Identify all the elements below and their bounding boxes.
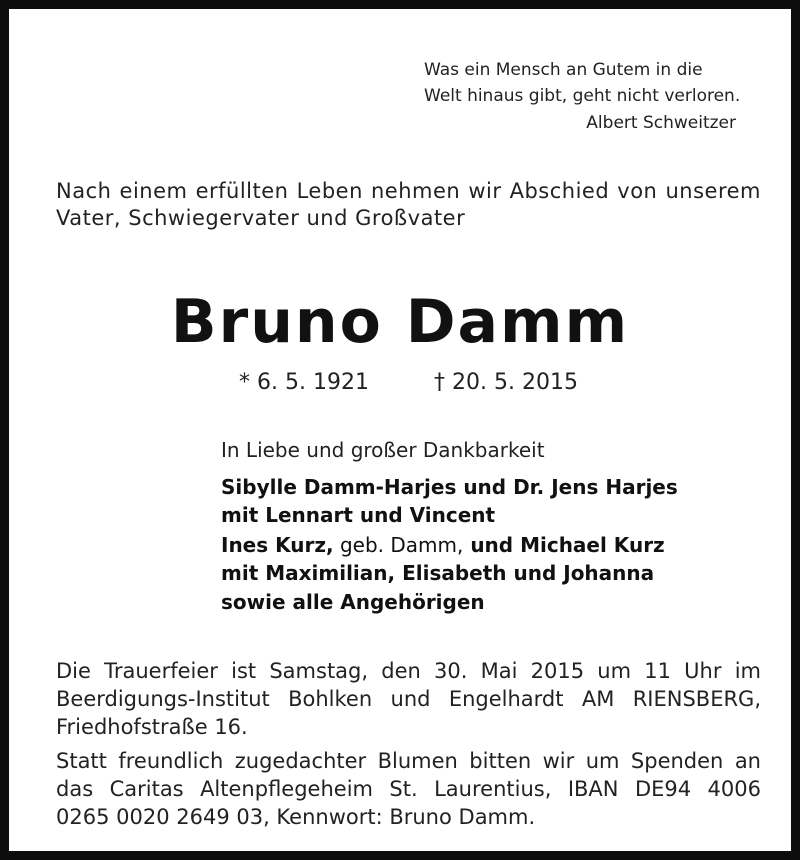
birth-date: * 6. 5. 1921 bbox=[239, 370, 369, 395]
intro-line-2: Vater, Schwiegervater und Großvater bbox=[56, 206, 466, 230]
deceased-name: Bruno Damm bbox=[170, 287, 630, 357]
quote-author: Albert Schweitzer bbox=[586, 113, 736, 133]
gratitude-heading: In Liebe und großer Dankbarkeit bbox=[221, 438, 545, 462]
intro-line-1: Nach einem erfüllten Leben nehmen wir Abschied von unserem bbox=[56, 179, 761, 203]
funeral-line-2: Beerdigungs-Institut Bohlken und Engelhardt AM RIENSBERG, bbox=[56, 687, 761, 711]
funeral-line-1: Die Trauerfeier ist Samstag, den 30. Mai 2015 um 11 Uhr im bbox=[56, 659, 761, 683]
mourner-line-3-name: Ines Kurz, bbox=[221, 533, 334, 557]
donation-line-3: 0265 0020 2649 03, Kennwort: Bruno Damm. bbox=[56, 805, 536, 829]
donation-line-2: das Caritas Altenpflegeheim St. Laurentius, IBAN DE94 4006 bbox=[56, 777, 761, 801]
quote-line-2: Welt hinaus gibt, geht nicht verloren. bbox=[424, 86, 741, 106]
donation-line-1: Statt freundlich zugedachter Blumen bitten wir um Spenden an bbox=[56, 749, 761, 773]
death-date: † 20. 5. 2015 bbox=[434, 370, 578, 395]
mourner-line-3 bbox=[221, 533, 665, 557]
mourner-line-5: sowie alle Angehörigen bbox=[221, 590, 485, 614]
mourner-line-3-maiden: geb. Damm, bbox=[333, 533, 464, 557]
funeral-line-3: Friedhofstraße 16. bbox=[56, 715, 248, 739]
mourner-line-3-spouse: und Michael Kurz bbox=[463, 533, 665, 557]
quote-line-1: Was ein Mensch an Gutem in die bbox=[424, 60, 703, 80]
mourner-line-1: Sibylle Damm-Harjes und Dr. Jens Harjes bbox=[221, 475, 678, 499]
mourner-line-4: mit Maximilian, Elisabeth und Johanna bbox=[221, 561, 655, 585]
mourner-line-2: mit Lennart und Vincent bbox=[221, 503, 496, 527]
